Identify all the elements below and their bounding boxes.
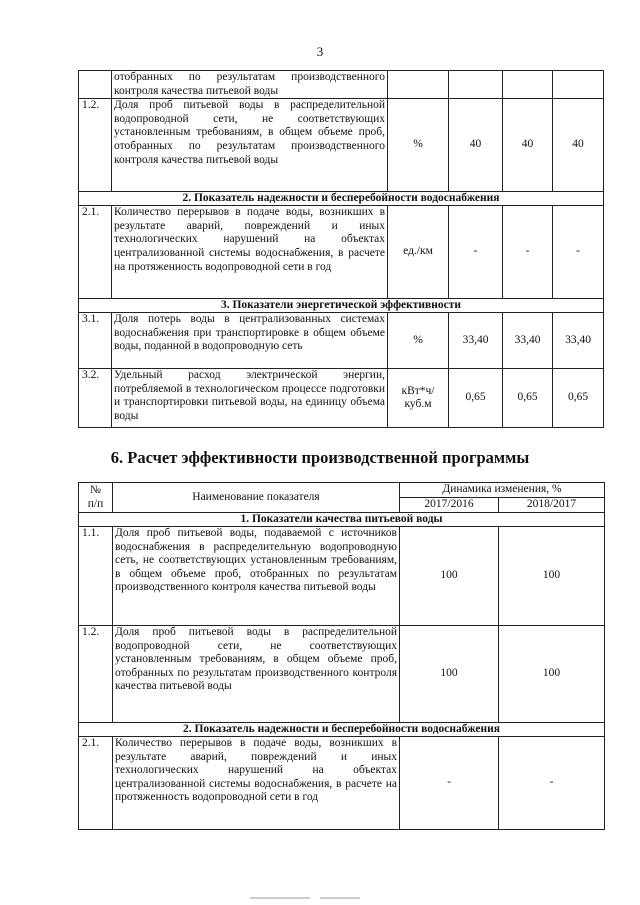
row-value: 100 <box>400 527 499 626</box>
row-unit <box>388 369 449 428</box>
header-year: 2018/2017 <box>499 498 605 513</box>
table-row <box>79 206 604 299</box>
table-row <box>79 99 604 192</box>
section-row <box>79 513 605 527</box>
row-number: 3.2. <box>79 369 112 428</box>
row-value: - <box>503 206 553 299</box>
scan-artifact <box>320 897 360 899</box>
row-value: 0,65 <box>503 369 553 428</box>
row-name: Доля проб питьевой воды в распределительной водопроводной сети, не соответствующих установленным требованиям, в общем объеме проб, отобранных по результатам производственного контроля качества питьевой воды <box>112 99 388 192</box>
row-value: 100 <box>499 626 605 723</box>
row-unit: % <box>388 99 449 192</box>
header-row <box>79 483 605 498</box>
row-number: 1.2. <box>79 626 113 723</box>
row-unit-line: кВт*ч/ <box>401 384 435 397</box>
row-value: 0,65 <box>553 369 604 428</box>
table-row <box>79 369 604 428</box>
row-number: 1.1. <box>79 527 113 626</box>
table-row <box>79 626 605 723</box>
header-dynamics: Динамика изменения, % <box>400 483 605 498</box>
row-unit-line: куб.м <box>404 398 432 411</box>
row-unit: ед./км <box>388 206 449 299</box>
section-row <box>79 192 604 206</box>
section-heading: 1. Показатели качества питьевой воды <box>79 513 605 527</box>
section-title: 6. Расчет эффективности производственной программы <box>110 448 530 467</box>
efficiency-table <box>78 482 605 830</box>
row-number: 1.2. <box>79 99 112 192</box>
page-number: 3 <box>316 44 324 59</box>
section-row <box>79 723 605 737</box>
section-heading: 3. Показатели энергетической эффективности <box>79 299 604 313</box>
row-name: Количество перерывов в подаче воды, возникших в результате аварий, повреждений и иных технологических нарушений на объектах централизованной системы водоснабжения, в расчете на протяженность водопроводной сети в год <box>112 206 388 299</box>
row-value: 100 <box>499 527 605 626</box>
row-name: отобранных по результатам производственного контроля качества питьевой воды <box>112 71 388 99</box>
indicators-table <box>78 70 604 428</box>
row-value: 0,65 <box>449 369 503 428</box>
row-value: - <box>449 206 503 299</box>
header-name: Наименование показателя <box>113 483 400 513</box>
row-name: Доля проб питьевой воды, подаваемой с источников водоснабжения в распределительную водопроводную сеть, не соответствующих установленным требованиям, в общем объеме проб, отобранных по результатам производственного контроля качества питьевой воды <box>113 527 400 626</box>
scan-artifact <box>250 897 310 899</box>
section-heading: 2. Показатель надежности и бесперебойности водоснабжения <box>79 192 604 206</box>
section-row <box>79 299 604 313</box>
row-name: Доля проб питьевой воды в распределительной водопроводной сети, не соответствующих установленным требованиям, в общем объеме проб, отобранных по результатам производственного контроля качества питьевой воды <box>113 626 400 723</box>
row-unit: % <box>388 313 449 369</box>
header-year: 2017/2016 <box>400 498 499 513</box>
row-value: 33,40 <box>449 313 503 369</box>
header-number-line: п/п <box>87 497 104 510</box>
row-value: - <box>499 737 605 830</box>
row-value: 40 <box>449 99 503 192</box>
header-number-line: № <box>90 483 101 496</box>
header-number <box>79 483 113 513</box>
row-name: Удельный расход электрической энергии, потребляемой в технологическом процессе подготовки и транспортировки питьевой воды, на единицу объема воды <box>112 369 388 428</box>
row-number: 2.1. <box>79 737 113 830</box>
row-number: 2.1. <box>79 206 112 299</box>
table-row <box>79 313 604 369</box>
row-value: 33,40 <box>553 313 604 369</box>
table-row <box>79 527 605 626</box>
row-name: Доля потерь воды в централизованных системах водоснабжения при транспортировке в общем объеме воды, поданной в водопроводную сеть <box>112 313 388 369</box>
row-value: - <box>400 737 499 830</box>
row-number: 3.1. <box>79 313 112 369</box>
table-row <box>79 737 605 830</box>
row-value: 33,40 <box>503 313 553 369</box>
row-value: - <box>553 206 604 299</box>
table-row <box>79 71 604 99</box>
row-value: 40 <box>503 99 553 192</box>
section-heading: 2. Показатель надежности и бесперебойности водоснабжения <box>79 723 605 737</box>
row-value: 40 <box>553 99 604 192</box>
row-name: Количество перерывов в подаче воды, возникших в результате аварий, повреждений и иных технологических нарушений на объектах централизованной системы водоснабжения, в расчете на протяженность водопроводной сети в год <box>113 737 400 830</box>
row-value: 100 <box>400 626 499 723</box>
